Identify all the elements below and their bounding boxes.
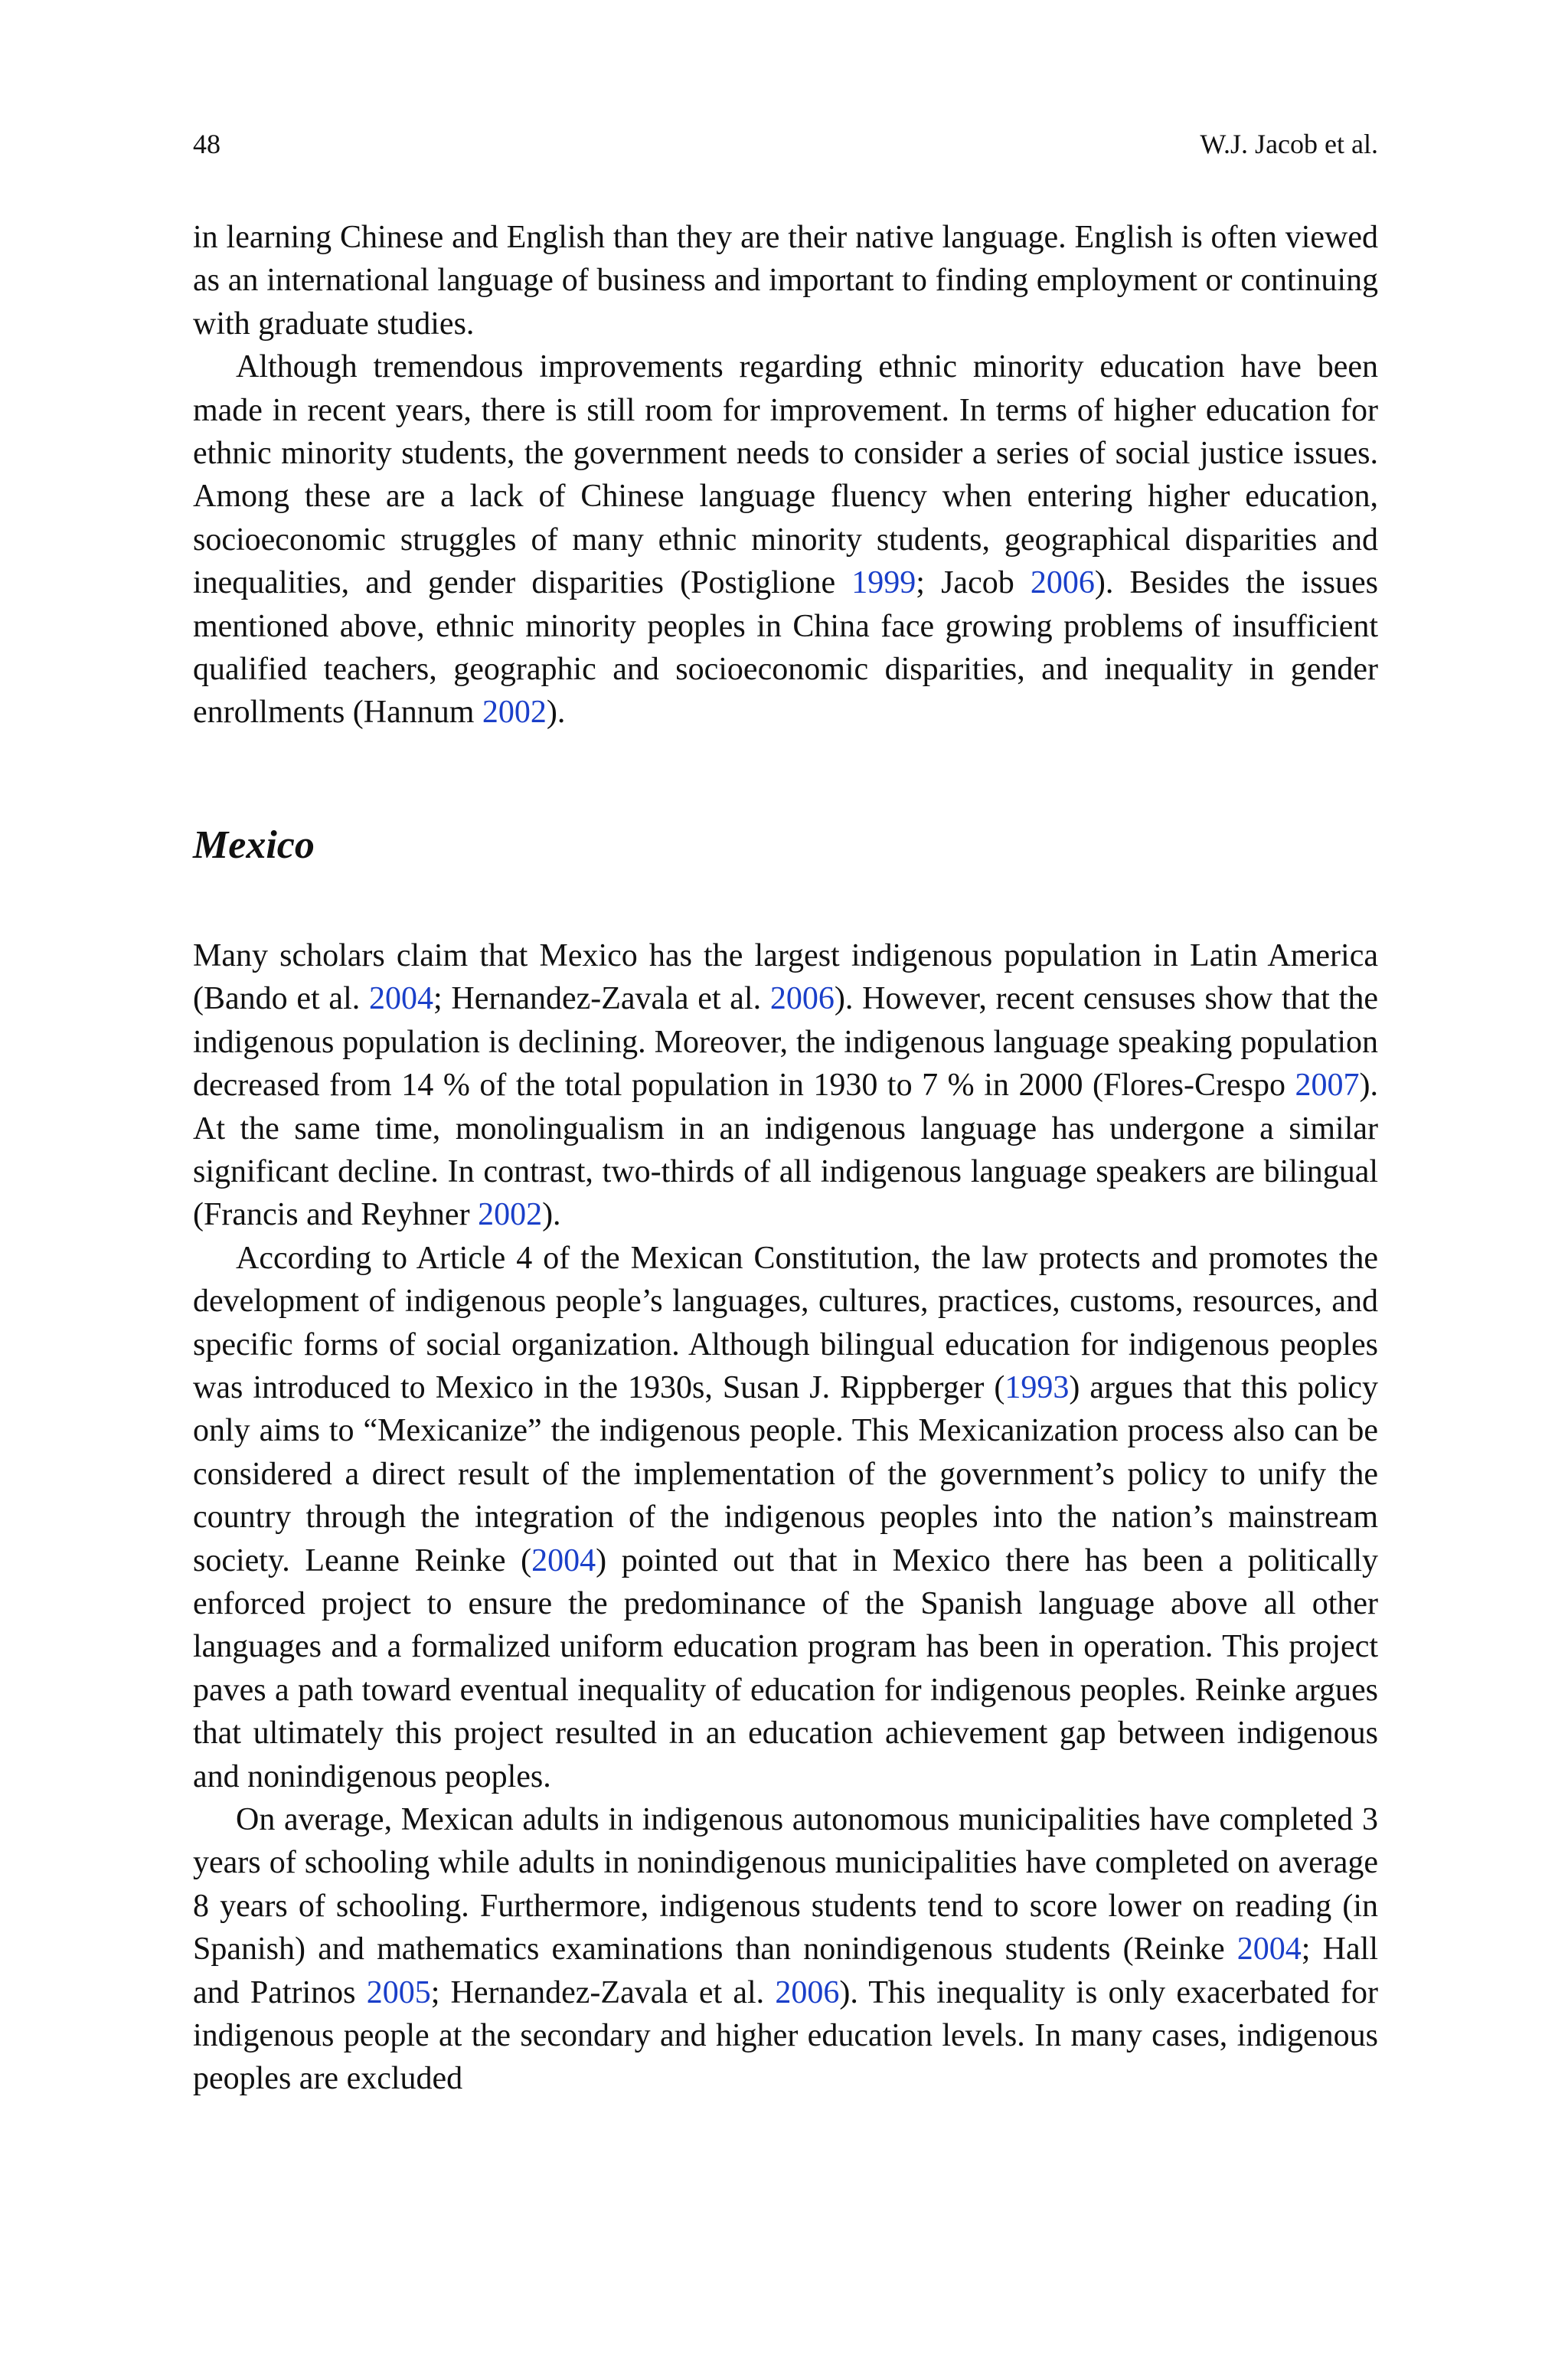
paragraph-text: ) argues that this policy only aims to “Mexicanize” the indigenous people. This Mexicanization process also can be considered a direct result of the implementation of the government’s policy to unify the country through the integration of the indigenous peoples into the nation’s mainstream society. Leanne Reinke ( [193, 1369, 1378, 1578]
citation-link[interactable]: 2007 [1295, 1068, 1360, 1104]
citation-link[interactable]: 2005 [366, 1974, 431, 2010]
paragraph-text: Many scholars claim that Mexico has the largest indigenous population in Latin America (Bando et al. [193, 937, 1378, 1017]
citation-link[interactable]: 2004 [1236, 1932, 1302, 1967]
citation-link[interactable]: 2004 [531, 1542, 596, 1578]
paragraph-text: ; Jacob [916, 565, 1031, 601]
paragraph: in learning Chinese and English than they are their native language. English is often viewed as an international language of business and important to finding employment or continuing with graduate studies. [193, 220, 1378, 342]
citation-link[interactable]: 1999 [851, 565, 916, 601]
paragraph-text: On average, Mexican adults in indigenous autonomous municipalities have completed 3 years of schooling while adults in nonindigenous municipalities have completed on average 8 years of schooling. Furthermore, indigenous students tend to score lower on reading (in Spanish) and mathematics examinations than nonindigenous students (Reinke [193, 1802, 1378, 1967]
paragraph-text: ; Hernandez-Zavala et al. [433, 981, 770, 1017]
paragraph-text: Although tremendous improvements regarding ethnic minority education have been made in recent years, there is still room for improvement. In terms of higher education for ethnic minority students, the government needs to consider a series of social justice issues. Among these are a lack of Chinese language fluency when entering higher education, socioeconomic struggles of many ethnic minority students, geographical disparities and inequalities, and gender disparities (Postiglione [193, 349, 1378, 601]
citation-link[interactable]: 2006 [775, 1974, 840, 2010]
page-body [193, 216, 1378, 2101]
paragraph-text: ). However, recent censuses show that the indigenous population is declining. Moreover, the indigenous language speaking population decreased from 14 % of the total population in 1930 to 7 % in 2000 (Flores-Crespo [193, 981, 1378, 1104]
paragraph [193, 1237, 1378, 1798]
citation-link[interactable]: 2004 [368, 981, 433, 1017]
paragraph [193, 934, 1378, 1237]
citation-link[interactable]: 2002 [478, 1197, 543, 1233]
paragraph-text: ). [546, 695, 566, 731]
paragraph-text: ). [542, 1197, 561, 1233]
paragraph-text: ). Besides the issues mentioned above, ethnic minority peoples in China face growing problems of insufficient qualified teachers, geographic and socioeconomic disparities, and inequality in gender enrollments (Hannum [193, 565, 1379, 731]
paragraph-text: According to Article 4 of the Mexican Constitution, the law protects and promotes the development of indigenous people’s languages, cultures, practices, customs, resources, and specific forms of social organization. Although bilingual education for indigenous peoples was introduced to Mexico in the 1930s, Susan J. Rippberger ( [193, 1240, 1378, 1405]
paragraph-text: ). This inequality is only exacerbated for indigenous people at the secondary and higher education levels. In many cases, indigenous peoples are excluded [193, 1974, 1378, 2097]
page-number: 48 [193, 129, 220, 159]
paragraph-text: ). At the same time, monolingualism in an indigenous language has undergone a similar significant decline. In contrast, two-thirds of all indigenous language speakers are bilingual (Francis and Reyhner [193, 1068, 1378, 1233]
page-header [193, 127, 1378, 161]
citation-link[interactable]: 2006 [769, 981, 835, 1017]
citation-link[interactable]: 1993 [1004, 1369, 1070, 1405]
paragraph [193, 1798, 1378, 2101]
citation-link[interactable]: 2006 [1030, 565, 1095, 601]
section-heading: Mexico [193, 823, 315, 867]
paragraph [193, 345, 1378, 734]
running-head: W.J. Jacob et al. [1200, 129, 1378, 159]
paragraph-text: ; Hernandez-Zavala et al. [430, 1974, 776, 2010]
paragraph-text: ; Hall and Patrinos [193, 1932, 1378, 2010]
citation-link[interactable]: 2002 [482, 695, 547, 731]
paragraph-text: ) pointed out that in Mexico there has been a politically enforced project to ensure the predominance of the Spanish language above all other languages and a formalized uniform education program has been in operation. This project paves a path toward eventual inequality of education for indigenous peoples. Reinke argues that ultimately this project resulted in an education achievement gap between indigenous and nonindigenous peoples. [193, 1542, 1378, 1794]
